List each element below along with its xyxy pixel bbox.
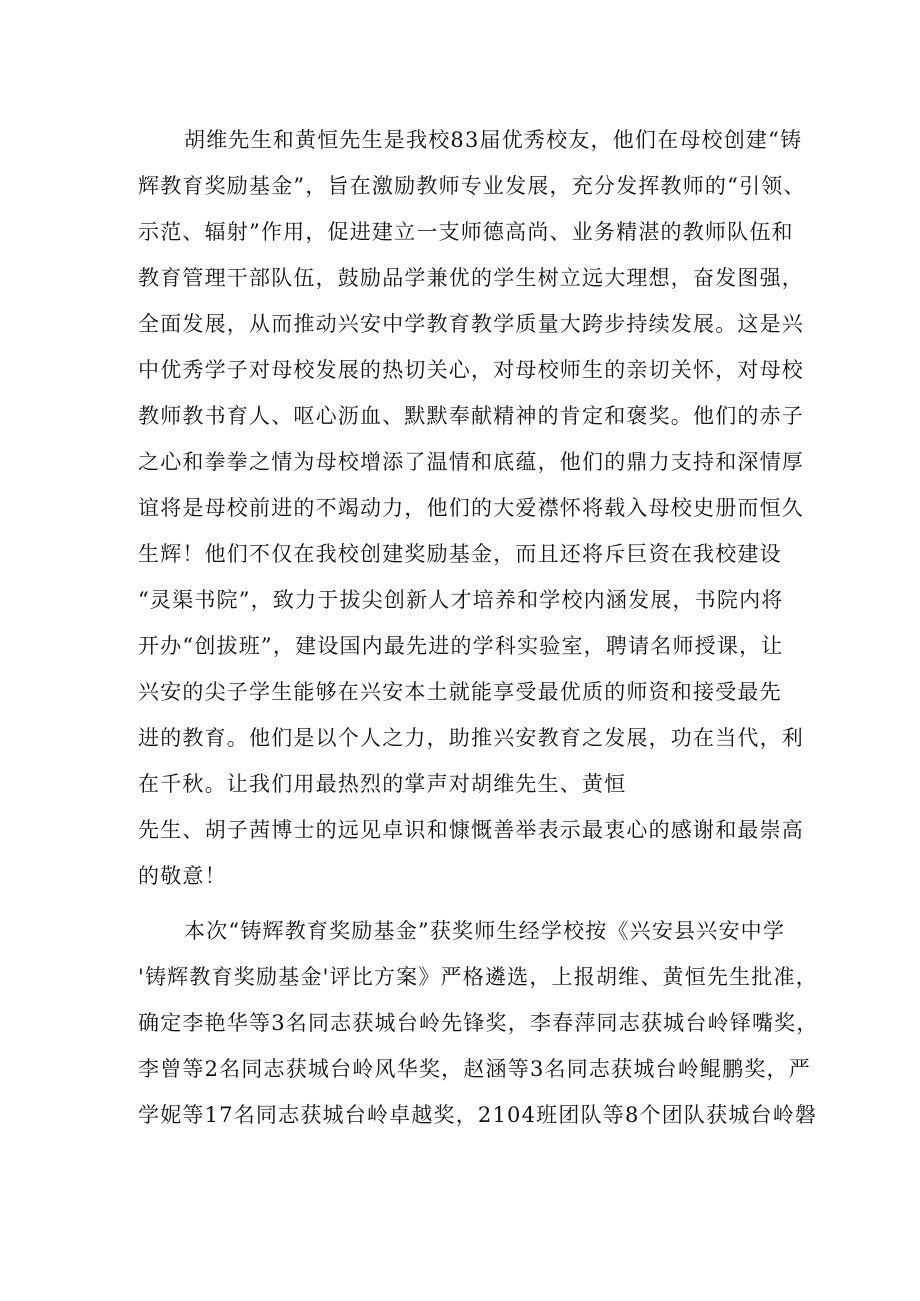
text-line: “灵渠书院”，致力于拔尖创新人才培养和学校内涵发展，书院内将 (138, 588, 784, 612)
text-line: 谊将是母校前进的不竭动力，他们的大爱襟怀将载入母校史册而恒久 (138, 496, 804, 520)
text-line: 先生、胡子茜博士的远见卓识和慷慨善举表示最衷心的感谢和最崇高 (138, 818, 804, 842)
text-line: 全面发展，从而推动兴安中学教育教学质量大跨步持续发展。这是兴 (138, 312, 804, 336)
text-line: 兴安的尖子学生能够在兴安本土就能享受最优质的师资和接受最先 (138, 680, 782, 704)
text-line: 李曾等2名同志获城台岭风华奖，赵涵等3名同志获城台岭鲲鹏奖，严 (138, 1057, 811, 1081)
text-line: 教育管理干部队伍，鼓励品学兼优的学生树立远大理想，奋发图强， (138, 266, 804, 290)
text-line: 开办“创拔班”，建设国内最先进的学科实验室，聘请名师授课，让 (138, 634, 784, 658)
text-line: 示范、辐射”作用，促进建立一支师德高尚、业务精湛的教师队伍和 (138, 220, 794, 244)
text-line: 在千秋。让我们用最热烈的掌声对胡维先生、黄恒 (138, 772, 627, 796)
text-line: '铸辉教育奖励基金'评比方案》严格遴选，上报胡维、黄恒先生批准， (138, 965, 818, 989)
text-line: 的敬意！ (138, 864, 227, 888)
text-line: 辉教育奖励基金”，旨在激励教师专业发展，充分发挥教师的“引领、 (138, 174, 806, 198)
text-line: 教师教书育人、呕心沥血、默默奉献精神的肯定和褒奖。他们的赤子 (138, 404, 804, 428)
text-line: 胡维先生和黄恒先生是我校83届优秀校友，他们在母校创建“铸 (184, 128, 803, 152)
text-line: 生辉！他们不仅在我校创建奖励基金，而且还将斥巨资在我校建设 (138, 542, 782, 566)
text-line: 学妮等17名同志获城台岭卓越奖，2104班团队等8个团队获城台岭磐 (138, 1103, 818, 1127)
text-line: 进的教育。他们是以个人之力，助推兴安教育之发展，功在当代，利 (138, 726, 804, 750)
text-line: 之心和拳拳之情为母校增添了温情和底蕴，他们的鼎力支持和深情厚 (138, 450, 804, 474)
text-line: 中优秀学子对母校发展的热切关心，对母校师生的亲切关怀，对母校 (138, 358, 804, 382)
text-line: 确定李艳华等3名同志获城台岭先锋奖，李春萍同志获城台岭铎嘴奖， (138, 1011, 819, 1035)
text-line: 本次“铸辉教育奖励基金”获奖师生经学校按《兴安县兴安中学 (184, 919, 786, 943)
